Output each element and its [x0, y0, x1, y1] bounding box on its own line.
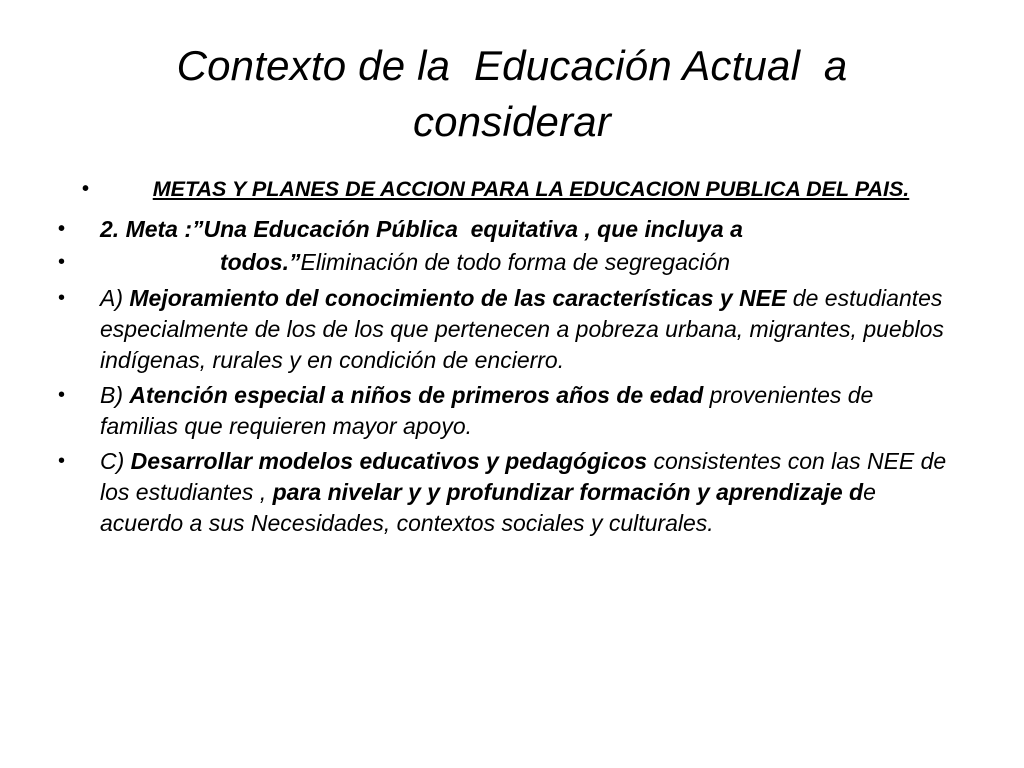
bullet-marker: • [58, 218, 66, 240]
bullet-item-b [56, 380, 956, 442]
bullet-marker: • [58, 450, 66, 472]
item-a-text: de estudiantes especialmente de los de los que pertenecen a pobreza urbana, migrantes, pueblos indígenas, rurales y en condición de encierro. [100, 285, 944, 373]
item-c-text-1: consistentes con las NEE de los estudiantes , [100, 448, 947, 505]
slide-title [60, 38, 964, 150]
slide-title-line-1: Contexto de la Educación Actual a [176, 42, 848, 89]
bullet-meta [56, 214, 956, 244]
bullet-todos [56, 247, 956, 277]
item-c-bold-2: para nivelar y y profundizar formación y aprendizaje d [272, 479, 864, 505]
bullet-item-c [56, 446, 956, 539]
item-c-text-2: e acuerdo a sus Necesidades, contextos sociales y culturales. [100, 479, 876, 536]
bullet-heading [56, 178, 956, 201]
bullet-marker: • [58, 251, 66, 273]
item-c-bold-1: Desarrollar modelos educativos y pedagógicos [130, 448, 648, 474]
slide-title-line-2: considerar [412, 98, 612, 145]
bullet-marker: • [58, 287, 66, 309]
item-b-bold: Atención especial a niños de primeros años de edad [129, 382, 704, 408]
item-b-prefix: B) [100, 382, 130, 408]
bullet-marker: • [82, 178, 90, 200]
todos-bold: todos.” [220, 249, 301, 275]
bullet-list [56, 178, 956, 546]
item-b-text: provenientes de familias que requieren mayor apoyo. [100, 382, 874, 439]
item-a-bold: Mejoramiento del conocimiento de las características y NEE [129, 285, 787, 311]
item-c-prefix: C) [100, 448, 131, 474]
todos-text: Eliminación de todo forma de segregación [300, 249, 731, 275]
bullet-item-a [56, 283, 956, 376]
meta-text: 2. Meta :”Una Educación Pública equitativa , que incluya a [100, 216, 743, 242]
item-a-prefix: A) [100, 285, 130, 311]
bullet-marker: • [58, 384, 66, 406]
heading-text: METAS Y PLANES DE ACCION PARA LA EDUCACION PUBLICA DEL PAIS. [152, 177, 910, 201]
